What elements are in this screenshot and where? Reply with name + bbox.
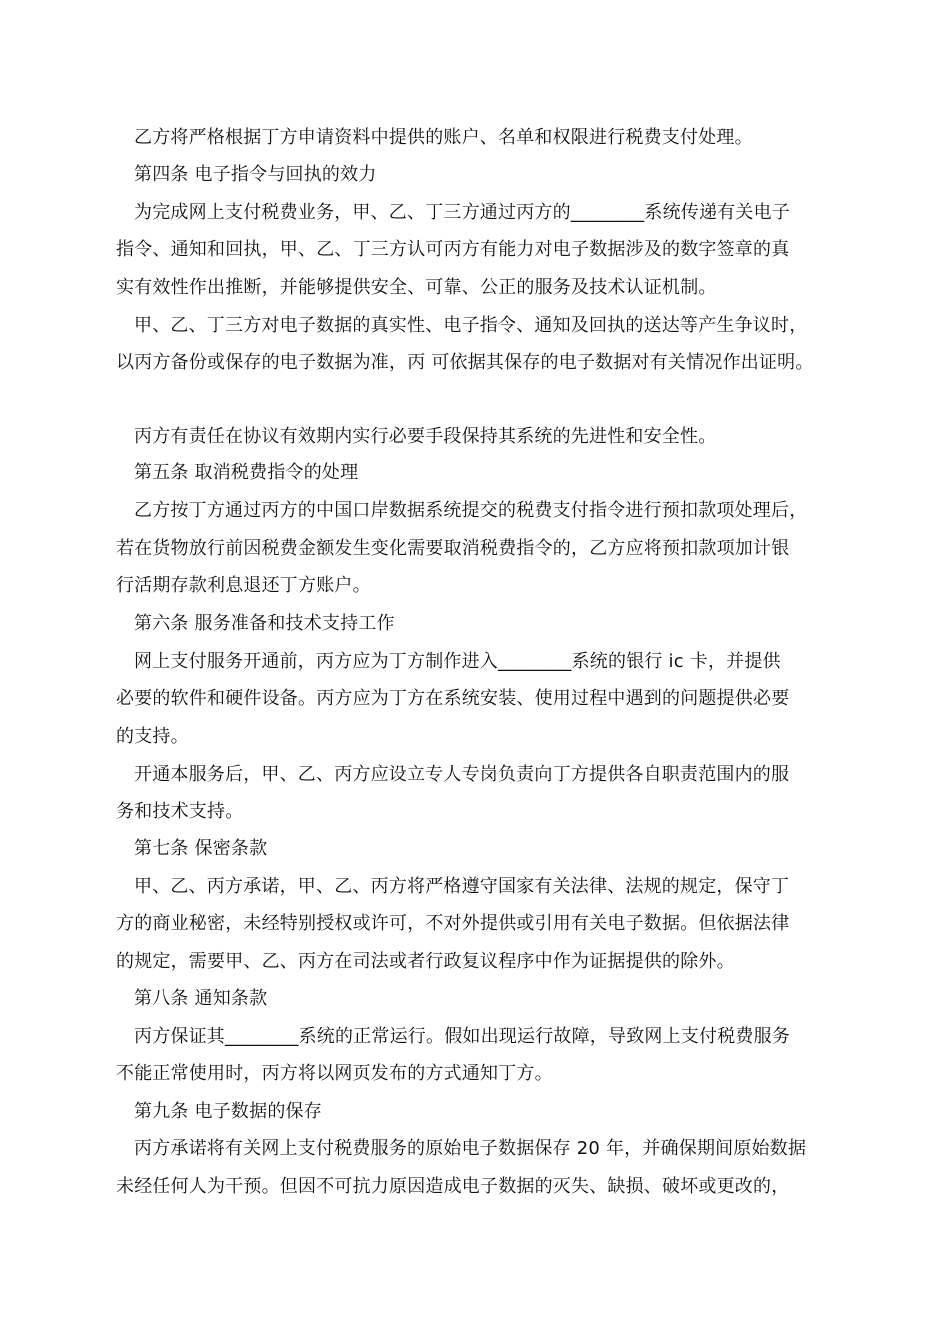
paragraph-line: 甲、乙、丙方承诺，甲、乙、丙方将严格遵守国家有关法律、法规的规定，保守丁 bbox=[134, 876, 790, 897]
paragraph-line: 乙方按丁方通过丙方的中国口岸数据系统提交的税费支付指令进行预扣款项处理后， bbox=[134, 500, 808, 521]
paragraph-line: 的支持。 bbox=[116, 726, 189, 747]
paragraph-line: 未经任何人为干预。但因不可抗力原因造成电子数据的灭失、缺损、破坏或更改的， bbox=[116, 1176, 790, 1197]
article-heading: 第七条 保密条款 bbox=[134, 838, 268, 859]
article-heading: 第八条 通知条款 bbox=[134, 988, 268, 1009]
paragraph-line: 必要的软件和硬件设备。丙方应为丁方在系统安装、使用过程中遇到的问题提供必要 bbox=[116, 688, 790, 709]
paragraph-line: 行活期存款利息退还丁方账户。 bbox=[116, 575, 371, 596]
article-heading: 第九条 电子数据的保存 bbox=[134, 1101, 322, 1122]
paragraph-line: 的规定，需要甲、乙、丙方在司法或者行政复议程序中作为证据提供的除外。 bbox=[116, 951, 735, 972]
paragraph-line: 为完成网上支付税费业务，甲、乙、丁三方通过丙方的________系统传递有关电子 bbox=[134, 202, 790, 223]
paragraph-line: 甲、乙、丁三方对电子数据的真实性、电子指令、通知及回执的送达等产生争议时， bbox=[134, 315, 808, 336]
paragraph-line: 丙方承诺将有关网上支付税费服务的原始电子数据保存 20 年，并确保期间原始数据 bbox=[134, 1138, 807, 1159]
article-heading: 第四条 电子指令与回执的效力 bbox=[134, 164, 377, 185]
paragraph-line: 丙方有责任在协议有效期内实行必要手段保持其系统的先进性和安全性。 bbox=[134, 426, 717, 447]
paragraph-line: 务和技术支持。 bbox=[116, 801, 244, 822]
paragraph-line: 若在货物放行前因税费金额发生变化需要取消税费指令的，乙方应将预扣款项加计银 bbox=[116, 538, 790, 559]
paragraph-line: 方的商业秘密，未经特别授权或许可，不对外提供或引用有关电子数据。但依据法律 bbox=[116, 913, 790, 934]
paragraph-line: 网上支付服务开通前，丙方应为丁方制作进入________系统的银行 ic 卡，并提供 bbox=[134, 651, 781, 672]
paragraph-line: 实有效性作出推断，并能够提供安全、可靠、公正的服务及技术认证机制。 bbox=[116, 277, 717, 298]
paragraph-line: 丙方保证其________系统的正常运行。假如出现运行故障，导致网上支付税费服务 bbox=[134, 1026, 790, 1047]
paragraph-line: 开通本服务后，甲、乙、丙方应设立专人专岗负责向丁方提供各自职责范围内的服 bbox=[134, 764, 790, 785]
paragraph-line: 不能正常使用时，丙方将以网页发布的方式通知丁方。 bbox=[116, 1063, 553, 1084]
paragraph-line: 指令、通知和回执，甲、乙、丁三方认可丙方有能力对电子数据涉及的数字签章的真 bbox=[116, 239, 790, 260]
paragraph-line: 乙方将严格根据丁方申请资料中提供的账户、名单和权限进行税费支付处理。 bbox=[134, 127, 753, 148]
article-heading: 第六条 服务准备和技术支持工作 bbox=[134, 613, 395, 634]
article-heading: 第五条 取消税费指令的处理 bbox=[134, 462, 359, 483]
paragraph-line: 以丙方备份或保存的电子数据为准，丙 可依据其保存的电子数据对有关情况作出证明。 bbox=[116, 352, 814, 373]
